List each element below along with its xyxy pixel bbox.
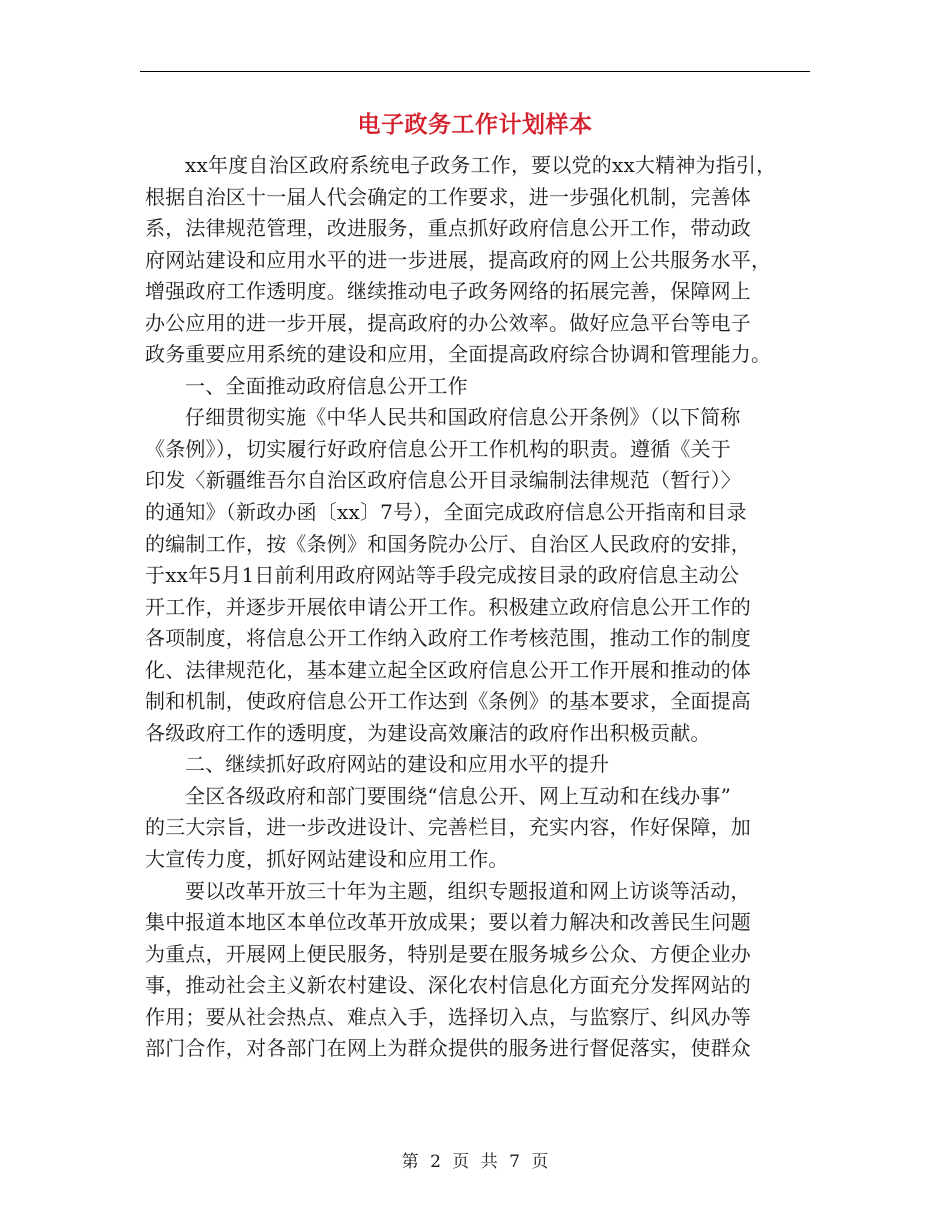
body-line: 于xx年5月1日前利用政府网站等手段完成按目录的政府信息主动公 <box>145 563 740 588</box>
document-title: 电子政务工作计划样本 <box>357 111 593 138</box>
body-line: 作用；要从社会热点、难点入手，选择切入点，与监察厅、纠风办等 <box>145 1004 751 1029</box>
footer-label-ye: 页 <box>452 1152 470 1172</box>
body-line: 系，法律规范管理，改进服务，重点抓好政府信息公开工作，带动政 <box>145 216 751 241</box>
body-line: 开工作，并逐步开展依申请公开工作。积极建立政府信息公开工作的 <box>145 594 751 619</box>
document-body <box>145 150 810 1065</box>
body-line: 大宣传力度，抓好网站建设和应用工作。 <box>145 847 509 872</box>
footer-label-total: 共 <box>480 1152 498 1172</box>
body-line: 各级政府工作的透明度，为建设高效廉洁的政府作出积极贡献。 <box>145 720 711 745</box>
body-line: 的通知》（新政办函〔xx〕7号），全面完成政府信息公开指南和目录 <box>145 500 747 525</box>
footer-label-page: 第 <box>401 1152 419 1172</box>
footer-current-page: 2 <box>430 1152 441 1172</box>
body-line: 制和机制，使政府信息公开工作达到《条例》的基本要求，全面提高 <box>145 689 751 714</box>
body-line: 根据自治区十一届人代会确定的工作要求，进一步强化机制，完善体 <box>145 184 751 209</box>
body-line: 全区各级政府和部门要围绕“信息公开、网上互动和在线办事” <box>185 783 732 808</box>
body-line: 的三大宗旨，进一步改进设计、完善栏目，充实内容，作好保障，加 <box>145 815 751 840</box>
body-line: 府网站建设和应用水平的进一步进展，提高政府的网上公共服务水平， <box>145 247 772 272</box>
body-line: xx年度自治区政府系统电子政务工作，要以党的xx大精神为指引， <box>185 153 777 177</box>
body-line: 办公应用的进一步开展，提高政府的办公效率。做好应急平台等电子 <box>145 310 751 335</box>
body-line: 集中报道本地区本单位改革开放成果；要以着力解决和改善民生问题 <box>145 910 751 935</box>
body-line: 为重点，开展网上便民服务，特别是要在服务城乡公众、方便企业办 <box>145 941 751 966</box>
body-line: 《条例》），切实履行好政府信息公开工作机构的职责。遵循《关于 <box>145 436 731 461</box>
body-line: 一、全面推动政府信息公开工作 <box>185 373 468 398</box>
body-line: 的编制工作，按《条例》和国务院办公厅、自治区人民政府的安排， <box>145 531 751 556</box>
body-line: 增强政府工作透明度。继续推动电子政务网络的拓展完善，保障网上 <box>145 279 751 304</box>
body-line: 要以改革开放三十年为主题，组织专题报道和网上访谈等活动， <box>185 878 751 903</box>
footer-total-pages: 7 <box>509 1152 520 1172</box>
body-line: 二、继续抓好政府网站的建设和应用水平的提升 <box>185 752 610 777</box>
body-line: 仔细贯彻实施《中华人民共和国政府信息公开条例》（以下简称 <box>185 405 741 430</box>
body-line: 印发〈新疆维吾尔自治区政府信息公开目录编制法律规范（暂行）〉 <box>145 468 741 493</box>
body-line: 化、法律规范化，基本建立起全区政府信息公开工作开展和推动的体 <box>145 657 751 682</box>
header-rule <box>140 71 810 72</box>
body-line: 政务重要应用系统的建设和应用，全面提高政府综合协调和管理能力。 <box>145 342 772 367</box>
page-footer <box>0 1150 950 1174</box>
body-line: 各项制度，将信息公开工作纳入政府工作考核范围，推动工作的制度 <box>145 626 751 651</box>
body-line: 部门合作，对各部门在网上为群众提供的服务进行督促落实，使群众 <box>145 1036 751 1061</box>
footer-label-ye2: 页 <box>531 1152 549 1172</box>
body-line: 事，推动社会主义新农村建设、深化农村信息化方面充分发挥网站的 <box>145 973 751 998</box>
